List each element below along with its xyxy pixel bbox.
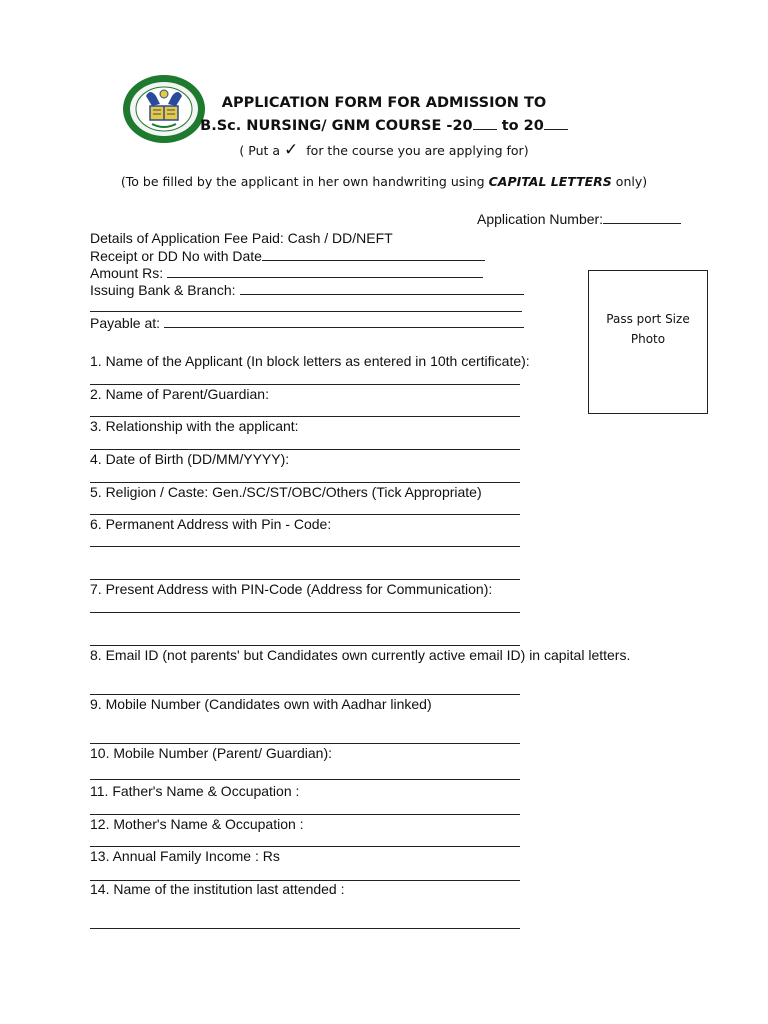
receipt-row — [90, 248, 485, 264]
field-parent-name-line[interactable] — [90, 416, 520, 417]
field-religion-label: 5. Religion / Caste: Gen./SC/ST/OBC/Others (Tick Appropriate) — [90, 484, 482, 500]
bank-field-line-2[interactable] — [90, 311, 522, 312]
field-email-line[interactable] — [90, 694, 520, 695]
field-permanent-address-label: 6. Permanent Address with Pin - Code: — [90, 516, 332, 532]
year-blank[interactable] — [473, 117, 497, 130]
field-relationship-label: 3. Relationship with the applicant: — [90, 418, 299, 434]
field-father-label: 11. Father's Name & Occupation : — [90, 783, 300, 799]
course-title-prefix: B.Sc. NURSING/ GNM COURSE -20 — [200, 118, 473, 134]
field-mobile-parent-line[interactable] — [90, 779, 520, 780]
payable-label: Payable at: — [90, 315, 161, 331]
instruction-suffix: only) — [615, 174, 648, 189]
field-mobile-parent-label: 10. Mobile Number (Parent/ Guardian): — [90, 745, 332, 761]
field-applicant-name-label: 1. Name of the Applicant (In block letters as entered in 10th certificate): — [90, 353, 530, 369]
field-institution-line[interactable] — [90, 928, 520, 929]
passport-photo-label: Pass port Size Photo — [606, 312, 690, 346]
field-mother-label: 12. Mother's Name & Occupation : — [90, 816, 304, 832]
course-title-to: to — [501, 118, 519, 134]
tick-instruction-prefix: ( Put a — [239, 143, 281, 158]
field-income-label: 13. Annual Family Income : Rs — [90, 848, 280, 864]
field-parent-name-label: 2. Name of Parent/Guardian: — [90, 386, 269, 402]
receipt-label: Receipt or DD No with Date — [90, 248, 262, 264]
field-father-line[interactable] — [90, 814, 520, 815]
field-dob-line[interactable] — [90, 482, 520, 483]
bank-row — [90, 282, 524, 298]
field-mobile-candidate-line[interactable] — [90, 743, 520, 744]
tick-instruction-suffix: for the course you are applying for) — [306, 143, 529, 158]
field-present-address-label: 7. Present Address with PIN-Code (Address for Communication): — [90, 581, 493, 597]
receipt-field[interactable] — [262, 248, 485, 261]
application-number-field[interactable] — [603, 211, 681, 224]
form-title: APPLICATION FORM FOR ADMISSION TO — [221, 95, 547, 111]
tick-instruction — [0, 140, 768, 160]
field-permanent-address-line-2[interactable] — [90, 579, 520, 580]
amount-label: Amount Rs: — [90, 265, 164, 281]
bank-label: Issuing Bank & Branch: — [90, 282, 236, 298]
amount-row — [90, 265, 483, 281]
field-institution-label: 14. Name of the institution last attended : — [90, 881, 345, 897]
bank-field[interactable] — [240, 282, 524, 295]
field-email-label: 8. Email ID (not parents' but Candidates own currently active email ID) in capital letters. — [90, 647, 631, 663]
year-blank-2[interactable] — [544, 117, 568, 130]
field-religion-line[interactable] — [90, 514, 520, 515]
field-mobile-candidate-label: 9. Mobile Number (Candidates own with Aadhar linked) — [90, 696, 432, 712]
instruction-prefix: (To be filled by the applicant in her own handwriting using — [120, 174, 485, 189]
field-present-address-line-1[interactable] — [90, 612, 520, 613]
field-dob-label: 4. Date of Birth (DD/MM/YYYY): — [90, 451, 290, 467]
amount-field[interactable] — [167, 265, 483, 278]
checkmark-icon: ✓ — [284, 140, 299, 160]
fee-details-label: Details of Application Fee Paid: Cash / DD/NEFT — [90, 230, 393, 246]
field-applicant-name-line[interactable] — [90, 384, 520, 385]
field-mother-line[interactable] — [90, 846, 520, 847]
payable-field[interactable] — [164, 315, 524, 328]
field-permanent-address-line-1[interactable] — [90, 546, 520, 547]
handwriting-instruction — [0, 174, 768, 189]
payable-row — [90, 315, 524, 331]
passport-photo-box[interactable] — [588, 270, 708, 414]
application-number-label: Application Number: — [477, 211, 604, 227]
course-title-suffix: 20 — [523, 118, 544, 134]
course-title — [0, 117, 768, 134]
field-relationship-line[interactable] — [90, 449, 520, 450]
application-number — [477, 211, 681, 227]
instruction-emphasis: CAPITAL LETTERS — [488, 174, 612, 189]
field-present-address-line-2[interactable] — [90, 645, 520, 646]
